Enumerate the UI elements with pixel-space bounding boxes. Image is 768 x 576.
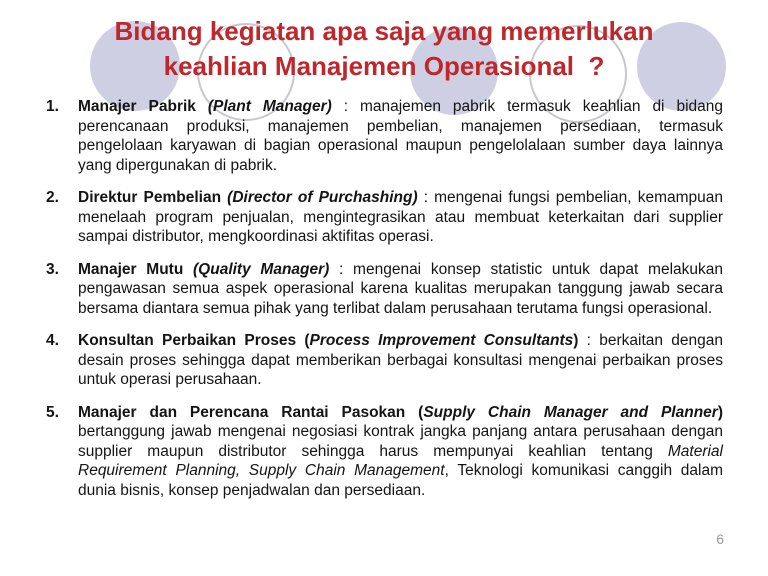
item-heading: Manajer Pabrik [78, 98, 208, 115]
item-heading: Konsultan Perbaikan Proses ( [78, 332, 310, 349]
list-item-1 [46, 97, 723, 175]
slide-title-line1: Bidang kegiatan apa saja yang memerlukan [114, 16, 654, 46]
list-item-2 [46, 188, 723, 247]
item-heading-english: (Quality Manager) [193, 260, 330, 278]
item-body-text: : mengenai fungsi pembelian, kemampuan menelaah program penjualan, mengintegrasikan atau membuat keterkaitan dari supplier sampai distributor, mengkoordinasi aktifitas operasi. [78, 189, 723, 245]
item-heading: Direktur Pembelian [78, 189, 228, 206]
item-body-text-tail: , Teknologi komunikasi canggih dalam dunia bisnis, konsep penjadwalan dan persediaan. [78, 462, 723, 499]
item-number: 1. [46, 98, 59, 115]
item-number: 5. [46, 403, 59, 421]
item-body-text: : manajemen pabrik termasuk keahlian di bidang perencanaan produksi, manajemen pembelian, manajemen persediaan, termasuk pengelolaan karyawan di bagian operasional maupun pengelolalaan sumber daya lainnya yang dipergunakan di pabrik. [78, 98, 723, 174]
slide-title [0, 14, 768, 84]
item-body-italic-terms: Material Requirement Planning, Supply Chain Management [78, 442, 723, 479]
page-number: 6 [716, 531, 724, 547]
item-list [46, 97, 723, 513]
item-body-text: : berkaitan dengan desain proses sehingga dapat memberikan berbagai konsultasi mengenai perbaikan proses untuk operasi perusahaan. [78, 332, 723, 388]
item-heading-close-paren: ) [717, 403, 723, 421]
item-heading-english: (Plant Manager) [207, 98, 332, 115]
item-heading-english: Supply Chain Manager and Planner [423, 403, 718, 421]
item-body-text: : mengenai konsep statistic untuk dapat melakukan pengawasan semua aspek operasional karena kualitas merupakan tanggung jawab secara bersama diantara semua pihak yang terlibat dalam perusahaan terutama fungsi operasional. [78, 260, 723, 317]
slide-title-line2: keahlian Manajemen Operasional ? [163, 51, 605, 81]
item-heading-english: (Director of Purchashing) [227, 189, 418, 206]
item-number: 4. [46, 332, 59, 349]
list-item-4 [46, 331, 723, 390]
list-item-3 [46, 260, 723, 319]
item-heading: Manajer dan Perencana Rantai Pasokan ( [78, 403, 424, 421]
item-heading-english: Process Improvement Consultants [309, 332, 574, 349]
item-body-text: bertanggung jawab mengenai negosiasi kontrak jangka panjang antara perusahaan dengan supplier maupun distributor sehingga harus mempunyai keahlian tentang [78, 423, 723, 460]
list-item-5 [46, 403, 723, 501]
item-heading-close-paren: ) [573, 332, 579, 349]
item-heading: Manajer Mutu [78, 260, 194, 278]
item-number: 2. [46, 189, 59, 206]
item-number: 3. [46, 260, 59, 278]
